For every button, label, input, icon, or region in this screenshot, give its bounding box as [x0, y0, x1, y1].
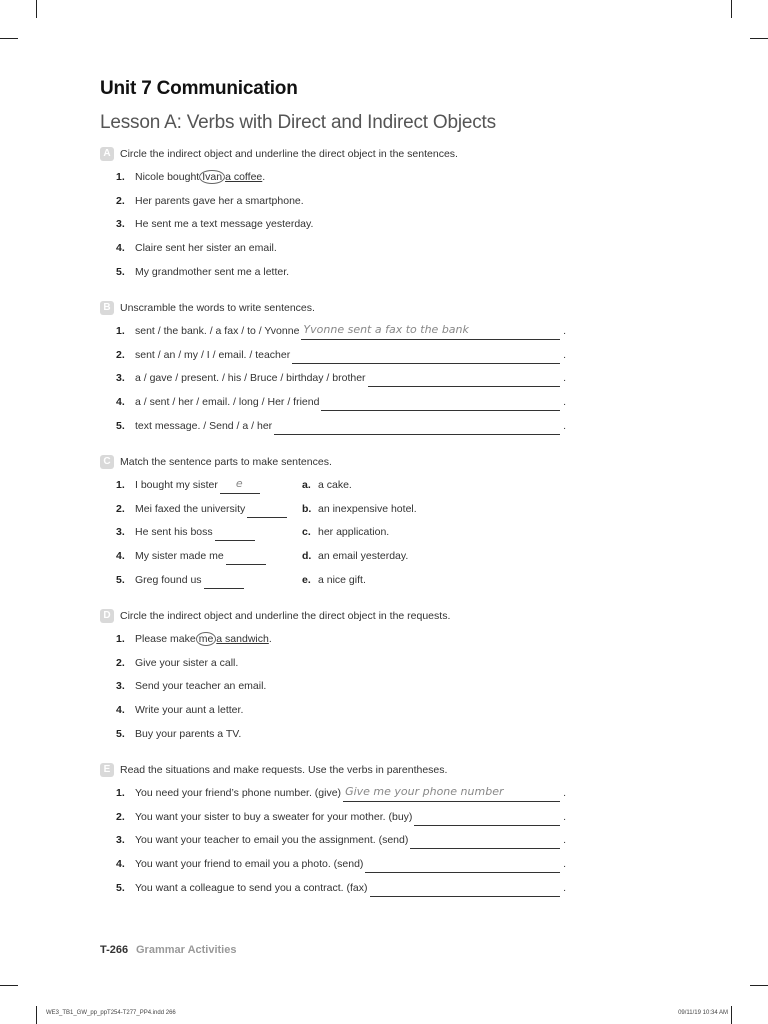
answer-line[interactable] — [368, 373, 561, 387]
section-e — [100, 761, 566, 902]
crop-mark — [0, 985, 18, 986]
crop-mark — [0, 38, 18, 39]
answer-line[interactable] — [370, 883, 561, 897]
exercise-item: 5. My grandmother sent me a letter. — [116, 265, 290, 278]
match-row: 1. I bought my sister e a. a cake. — [100, 476, 580, 500]
crop-mark — [750, 985, 768, 986]
exercise-item: 2. Her parents gave her a smartphone. — [116, 194, 304, 207]
section-d — [100, 607, 580, 748]
answer-line[interactable] — [274, 421, 560, 435]
answer-line[interactable] — [215, 528, 255, 541]
exercise-item: 3. You want your teacher to email you the assignment. (send) . — [100, 831, 566, 855]
unit-title: Unit 7 Communication — [100, 78, 298, 99]
section-a-instruction: A Circle the indirect object and underline the direct object in the sentences. — [100, 145, 580, 163]
handwritten-answer: Give me your phone number — [345, 785, 504, 798]
section-a — [100, 145, 580, 286]
section-d-instruction: D Circle the indirect object and underline the direct object in the requests. — [100, 607, 580, 625]
match-row: 3. He sent his boss c. her application. — [100, 523, 580, 547]
circled-indirect-object: me — [196, 632, 217, 646]
exercise-item: 4. You want your friend to email you a photo. (send) . — [100, 855, 566, 879]
exercise-item: 3. He sent me a text message yesterday. — [116, 218, 314, 231]
answer-line[interactable] — [414, 812, 560, 826]
section-letter-badge: B — [100, 301, 114, 315]
match-row: 2. Mei faxed the university b. an inexpensive hotel. — [100, 500, 580, 524]
section-letter-badge: C — [100, 455, 114, 469]
section-letter-badge: E — [100, 763, 114, 777]
answer-line[interactable] — [365, 859, 560, 873]
exercise-item: 2. Give your sister a call. — [116, 656, 239, 669]
crop-mark — [731, 0, 732, 18]
exercise-item: 1. Nicole bought Ivan a coffee. — [116, 171, 266, 183]
exercise-item: 5. text message. / Send / a / her . — [100, 417, 566, 441]
exercise-item: 3. Send your teacher an email. — [116, 680, 267, 693]
section-letter-badge: A — [100, 147, 114, 161]
exercise-item: 5. Buy your parents a TV. — [116, 727, 242, 740]
section-c-instruction: C Match the sentence parts to make sentences. — [100, 453, 580, 471]
answer-line[interactable] — [247, 505, 287, 518]
print-slug-date: 09/11/19 10:34 AM — [678, 1010, 728, 1016]
exercise-item: 4. a / sent / her / email. / long / Her / friend . — [100, 393, 566, 417]
section-c — [100, 453, 580, 594]
crop-mark — [731, 1006, 732, 1024]
exercise-item: 2. You want your sister to buy a sweater for your mother. (buy) . — [100, 808, 566, 832]
crop-mark — [750, 38, 768, 39]
lesson-title: Lesson A: Verbs with Direct and Indirect Objects — [100, 112, 496, 133]
underlined-direct-object: a coffee — [225, 171, 263, 183]
exercise-item: 4. Claire sent her sister an email. — [116, 242, 277, 255]
section-b-instruction: B Unscramble the words to write sentences. — [100, 299, 566, 317]
answer-line[interactable] — [321, 397, 560, 411]
exercise-item: 1. sent / the bank. / a fax / to / Yvonne Yvonne sent a fax to the bank . — [100, 322, 566, 346]
handwritten-answer: e — [235, 477, 243, 490]
match-row: 5. Greg found us e. a nice gift. — [100, 571, 580, 595]
underlined-direct-object: a sandwich — [216, 633, 269, 645]
print-slug-file: WE3_TB1_GW_pp_ppT254-T277_PP4.indd 266 — [46, 1010, 176, 1016]
section-b — [100, 299, 566, 440]
section-e-instruction: E Read the situations and make requests. Use the verbs in parentheses. — [100, 761, 566, 779]
circled-indirect-object: Ivan — [199, 170, 225, 184]
answer-line[interactable] — [220, 477, 260, 494]
exercise-item: 2. sent / an / my / I / email. / teacher . — [100, 346, 566, 370]
crop-mark — [36, 0, 37, 18]
answer-line[interactable] — [226, 552, 266, 565]
handwritten-answer: Yvonne sent a fax to the bank — [303, 323, 469, 336]
exercise-item: 4. Write your aunt a letter. — [116, 704, 244, 717]
answer-line[interactable] — [410, 835, 560, 849]
footer-label: Grammar Activities — [136, 944, 237, 956]
exercise-item: 1. Please make me a sandwich. — [116, 633, 272, 645]
match-row: 4. My sister made me d. an email yesterday. — [100, 547, 580, 571]
exercise-item: 3. a / gave / present. / his / Bruce / birthday / brother . — [100, 369, 566, 393]
section-letter-badge: D — [100, 609, 114, 623]
answer-line[interactable] — [292, 350, 560, 364]
answer-line[interactable] — [343, 785, 560, 802]
answer-line[interactable] — [204, 576, 244, 589]
crop-mark — [36, 1006, 37, 1024]
page-number: T-266 — [100, 944, 129, 956]
exercise-item: 5. You want a colleague to send you a contract. (fax) . — [100, 879, 566, 903]
exercise-item: 1. You need your friend’s phone number. (give) Give me your phone number . — [100, 784, 566, 808]
